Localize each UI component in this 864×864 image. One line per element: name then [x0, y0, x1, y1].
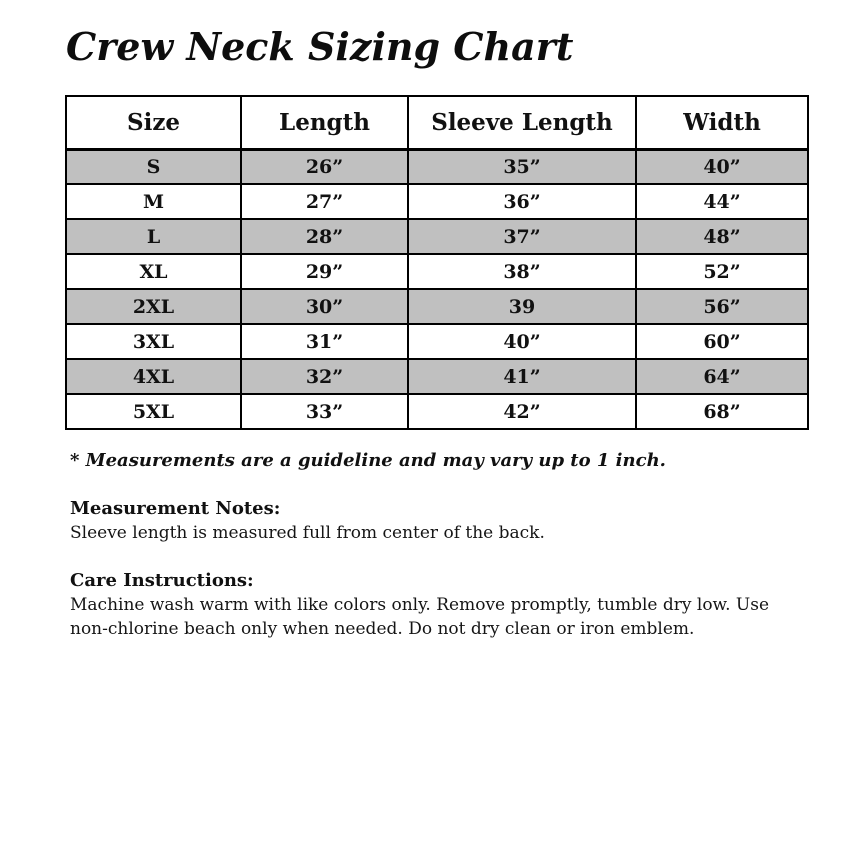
cell-sleeve-length: 35”: [408, 149, 636, 184]
cell-size: 3XL: [66, 324, 241, 359]
cell-sleeve-length: 38”: [408, 254, 636, 289]
cell-length: 27”: [241, 184, 408, 219]
care-instructions-section: [70, 568, 770, 641]
cell-width: 44”: [636, 184, 808, 219]
care-instructions-body: Machine wash warm with like colors only. Remove promptly, tumble dry low. Use non-chlorine beach only when needed. Do not dry clean or iron emblem.: [70, 595, 770, 639]
measurement-notes-body: Sleeve length is measured full from center of the back.: [70, 523, 545, 543]
cell-length: 32”: [241, 359, 408, 394]
cell-length: 30”: [241, 289, 408, 324]
cell-sleeve-length: 42”: [408, 394, 636, 429]
measurement-notes-section: [70, 496, 545, 545]
cell-width: 68”: [636, 394, 808, 429]
table-row-l: [66, 219, 808, 254]
table-row-s: [66, 149, 808, 184]
cell-size: 2XL: [66, 289, 241, 324]
cell-size: S: [66, 149, 241, 184]
table-row-4xl: [66, 359, 808, 394]
cell-length: 33”: [241, 394, 408, 429]
table-row-xl: [66, 254, 808, 289]
cell-size: 4XL: [66, 359, 241, 394]
sizing-table: [65, 95, 809, 430]
column-header-width: Width: [636, 96, 808, 149]
cell-size: 5XL: [66, 394, 241, 429]
table-row-2xl: [66, 289, 808, 324]
table-header-row: [66, 96, 808, 149]
cell-sleeve-length: 41”: [408, 359, 636, 394]
cell-sleeve-length: 37”: [408, 219, 636, 254]
measurement-notes-heading: Measurement Notes:: [70, 498, 281, 519]
cell-length: 29”: [241, 254, 408, 289]
cell-size: L: [66, 219, 241, 254]
cell-width: 48”: [636, 219, 808, 254]
cell-sleeve-length: 39: [408, 289, 636, 324]
cell-sleeve-length: 36”: [408, 184, 636, 219]
cell-width: 52”: [636, 254, 808, 289]
cell-width: 40”: [636, 149, 808, 184]
table-row-3xl: [66, 324, 808, 359]
column-header-sleeve-length: Sleeve Length: [408, 96, 636, 149]
cell-size: XL: [66, 254, 241, 289]
cell-length: 28”: [241, 219, 408, 254]
column-header-size: Size: [66, 96, 241, 149]
cell-length: 31”: [241, 324, 408, 359]
cell-width: 64”: [636, 359, 808, 394]
cell-width: 60”: [636, 324, 808, 359]
cell-length: 26”: [241, 149, 408, 184]
table-row-5xl: [66, 394, 808, 429]
table-row-m: [66, 184, 808, 219]
column-header-length: Length: [241, 96, 408, 149]
care-instructions-heading: Care Instructions:: [70, 570, 254, 591]
page-title: Crew Neck Sizing Chart: [66, 24, 574, 69]
cell-width: 56”: [636, 289, 808, 324]
cell-sleeve-length: 40”: [408, 324, 636, 359]
cell-size: M: [66, 184, 241, 219]
measurement-disclaimer: * Measurements are a guideline and may vary up to 1 inch.: [70, 450, 666, 471]
